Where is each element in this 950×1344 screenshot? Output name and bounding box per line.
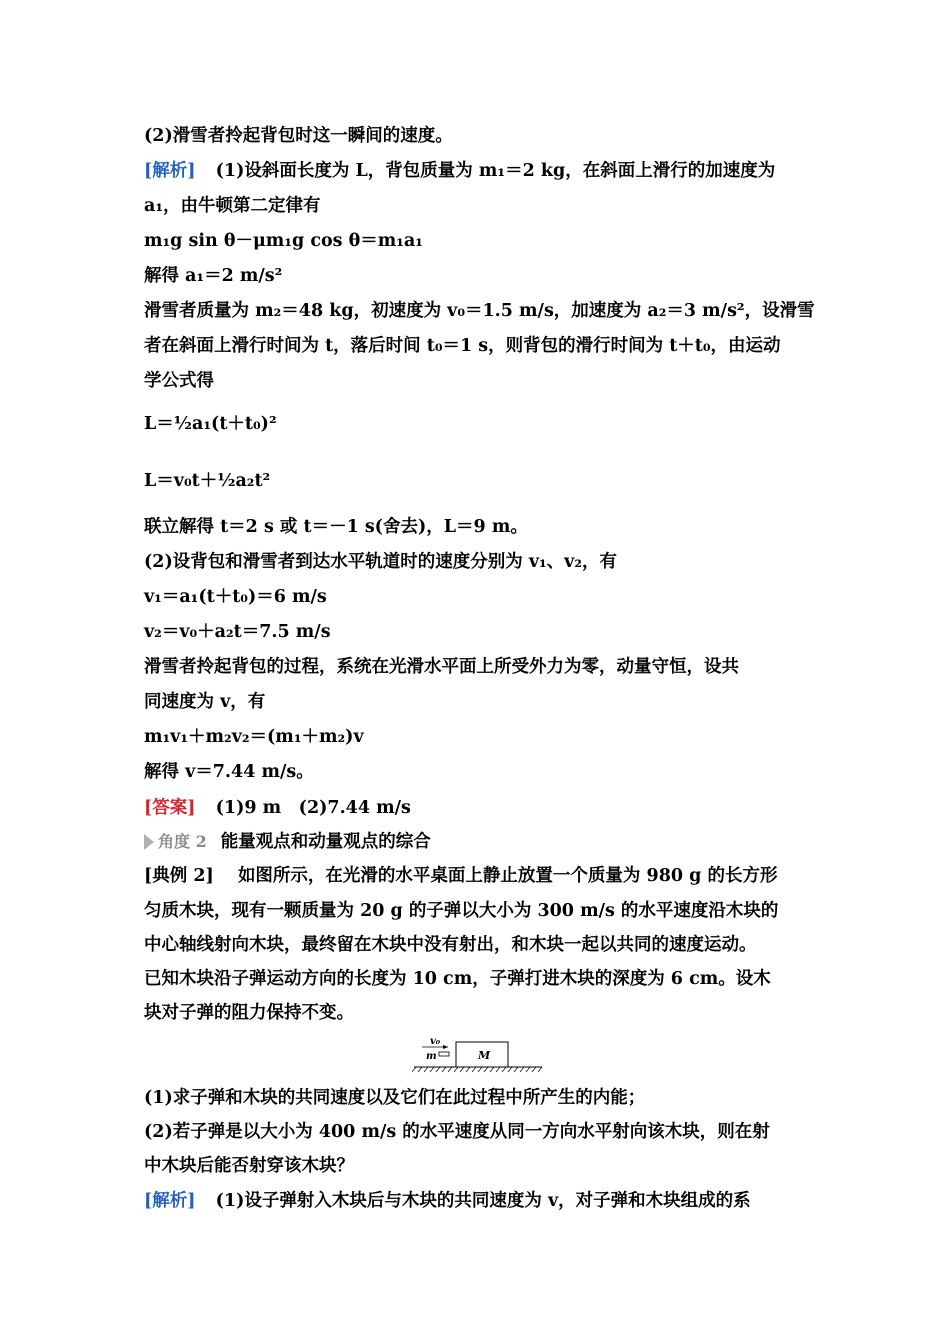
solution2-text-1: (1)设子弹射入木块后与木块的共同速度为 v，对子弹和木块组成的系 (215, 1191, 751, 1211)
example-line-5: 块对子弹的阻力保持不变。 (144, 1003, 354, 1023)
triangle-marker-icon (144, 834, 154, 850)
solution-text-1: (1)设斜面长度为 L，背包质量为 m₁＝2 kg，在斜面上滑行的加速度为 (215, 161, 776, 181)
figure-v0-label: v₀ (430, 1036, 441, 1047)
angle-label: 角度 2 (158, 831, 207, 851)
solution-line-7: 学公式得 (144, 371, 214, 391)
figure-m-label: m (426, 1051, 437, 1062)
problem-part-2b: 中木块后能否射穿该木块？ (144, 1156, 354, 1176)
solution-line-15: 同速度为 v，有 (144, 692, 266, 712)
solution-line-10: 联立解得 t＝2 s 或 t＝－1 s(舍去)，L＝9 m。 (144, 517, 528, 537)
equation-momentum: m₁v₁＋m₂v₂＝(m₁＋m₂)v (144, 727, 364, 747)
figure-M-label: M (478, 1049, 491, 1062)
analysis-tag-2: [解析] (144, 1191, 196, 1211)
problem-part-1: (1)求子弹和木块的共同速度以及它们在此过程中所产生的内能； (144, 1088, 646, 1108)
example-line-3: 中心轴线射向木块，最终留在木块中没有射出，和木块一起以共同的速度运动。 (144, 935, 757, 955)
analysis-tag: [解析] (144, 161, 196, 181)
equation-L-skier: L＝v₀t＋½a₂t² (144, 471, 271, 491)
section-heading (144, 829, 431, 854)
ground-hatching (412, 1067, 542, 1072)
answer-tag: [答案] (144, 798, 196, 818)
equation-v1: v₁＝a₁(t＋t₀)＝6 m/s (144, 587, 327, 607)
bullet-block-figure (412, 1032, 544, 1076)
answer-line (144, 796, 411, 820)
result-v: 解得 v＝7.44 m/s。 (144, 762, 314, 782)
solution-line-14: 滑雪者拎起背包的过程，系统在光滑水平面上所受外力为零，动量守恒，设共 (144, 657, 739, 677)
equation-v2: v₂＝v₀＋a₂t＝7.5 m/s (144, 622, 331, 642)
example-line-4: 已知木块沿子弹运动方向的长度为 10 cm，子弹打进木块的深度为 6 cm。设木 (144, 969, 771, 989)
solution-line-2: a₁，由牛顿第二定律有 (144, 196, 321, 216)
solution-line-11: (2)设背包和滑雪者到达水平轨道时的速度分别为 v₁、v₂，有 (144, 552, 617, 572)
question-part-2: (2)滑雪者拎起背包时这一瞬间的速度。 (144, 126, 453, 146)
solution-line-5: 滑雪者质量为 m₂＝48 kg，初速度为 v₀＝1.5 m/s，加速度为 a₂＝3 m/s²，设滑雪 (144, 301, 815, 321)
result-a1: 解得 a₁＝2 m/s² (144, 266, 283, 286)
solution2-line-1 (144, 1189, 751, 1213)
answer-text: (1)9 m (2)7.44 m/s (215, 798, 411, 818)
example-text-1: 如图所示，在光滑的水平桌面上静止放置一个质量为 980 g 的长方形 (237, 866, 778, 886)
solution-line-1 (144, 159, 775, 183)
problem-part-2a: (2)若子弹是以大小为 400 m/s 的水平速度从同一方向水平射向该木块，则在射 (144, 1122, 770, 1142)
velocity-arrowhead-icon (443, 1045, 448, 1049)
solution-line-6: 者在斜面上滑行时间为 t，落后时间 t₀＝1 s，则背包的滑行时间为 t＋t₀，由运动 (144, 336, 781, 356)
example-line-1 (144, 864, 777, 888)
example-tag: [典例 2] (144, 866, 214, 886)
example-line-2: 匀质木块，现有一颗质量为 20 g 的子弹以大小为 300 m/s 的水平速度沿木块的 (144, 901, 779, 921)
equation-newton: m₁g sin θ－μm₁g cos θ＝m₁a₁ (144, 231, 423, 251)
section-title: 能量观点和动量观点的综合 (220, 831, 431, 852)
bullet-shape (439, 1052, 449, 1056)
equation-L-backpack: L＝½a₁(t＋t₀)² (144, 414, 277, 434)
